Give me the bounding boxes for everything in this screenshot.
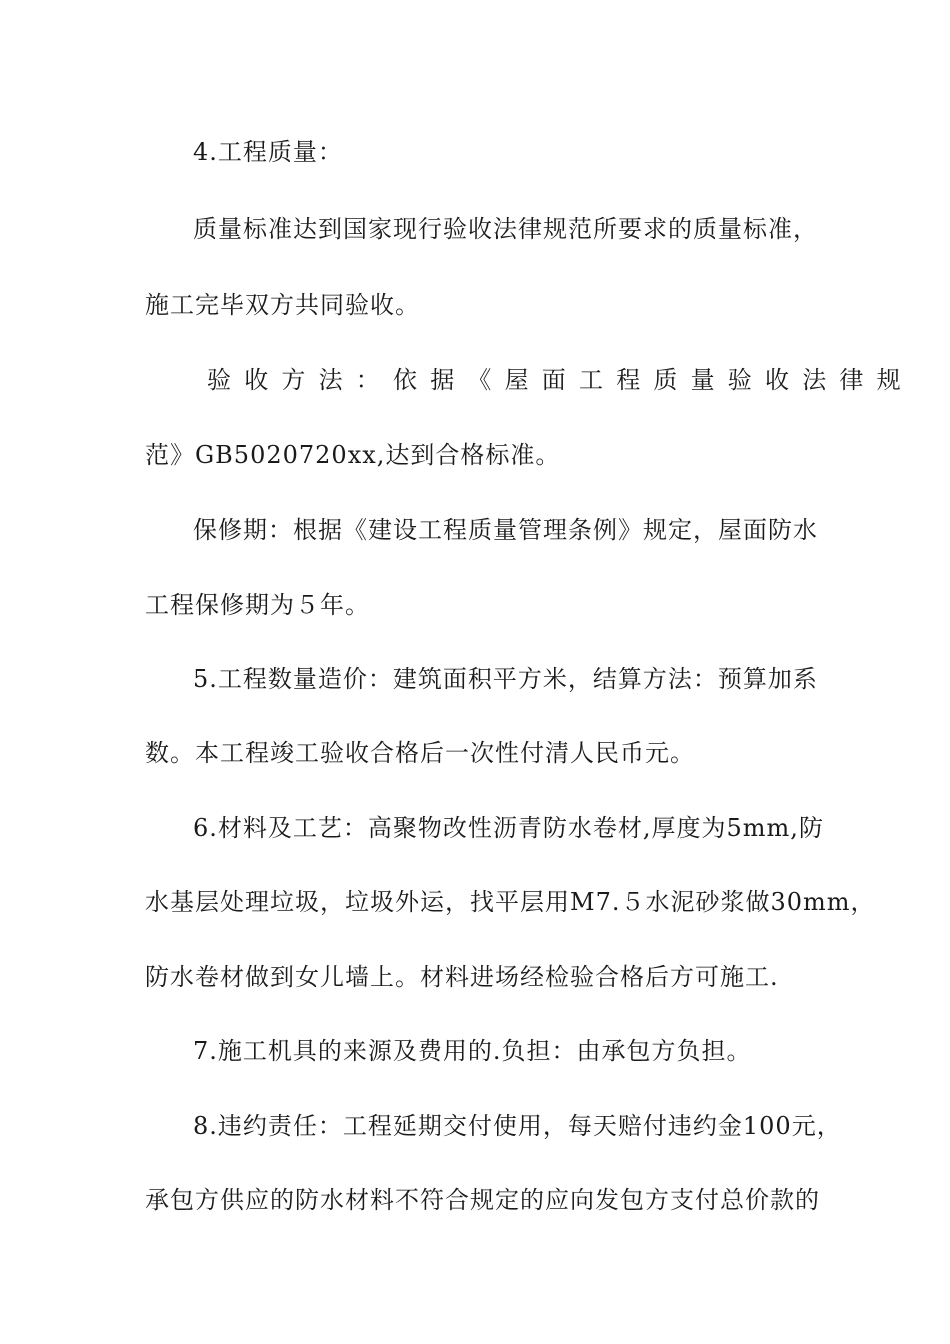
- section-heading-equipment: 7.施工机具的来源及费用的.负担：由承包方负担。: [193, 1037, 752, 1065]
- paragraph-line: 施工完毕双方共同验收。: [145, 291, 420, 319]
- section-heading-liability: 8.违约责任：工程延期交付使用，每天赔付违约金100元，: [193, 1112, 842, 1140]
- paragraph-line: 质量标准达到国家现行验收法律规范所要求的质量标准，: [193, 215, 818, 243]
- paragraph-line: 防水卷材做到女儿墙上。材料进场经检验合格后方可施工.: [145, 963, 779, 991]
- paragraph-line: 保修期：根据《建设工程质量管理条例》规定，屋面防水: [193, 516, 818, 544]
- paragraph-line: 承包方供应的防水材料不符合规定的应向发包方支付总价款的: [145, 1186, 820, 1214]
- section-heading-quality: 4.工程质量：: [193, 138, 343, 166]
- paragraph-line: 数。本工程竣工验收合格后一次性付清人民币元。: [145, 739, 695, 767]
- paragraph-line: 验收方法：依据《屋面工程质量验收法律规: [207, 366, 914, 394]
- paragraph-line: 范》GB5020720xx,达到合格标准。: [145, 441, 561, 469]
- section-heading-cost: 5.工程数量造价：建筑面积平方米，结算方法：预算加系: [193, 665, 818, 693]
- section-heading-materials: 6.材料及工艺：高聚物改性沥青防水卷材,厚度为5mm,防: [193, 814, 824, 842]
- paragraph-line: 水基层处理垃圾，垃圾外运，找平层用M7.５水泥砂浆做30mm，: [145, 888, 876, 916]
- paragraph-line: 工程保修期为５年。: [145, 591, 370, 619]
